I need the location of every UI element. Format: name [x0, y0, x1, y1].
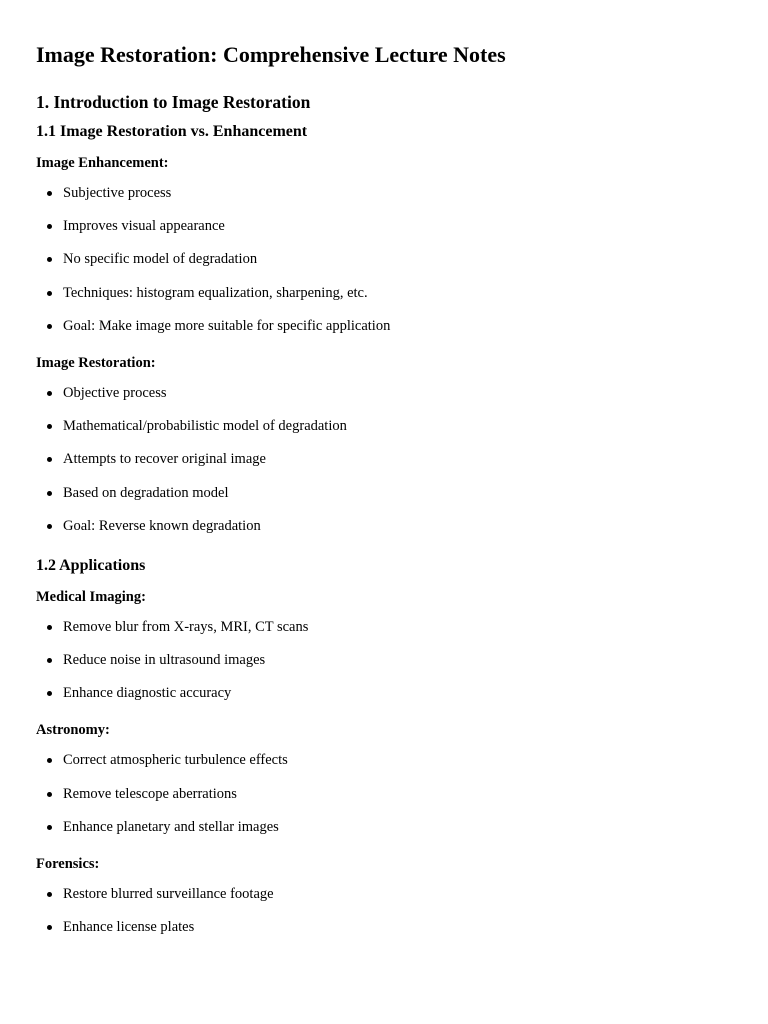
list-image-restoration	[36, 382, 732, 548]
list-medical-imaging	[36, 616, 732, 716]
list-item: Correct atmospheric turbulence effects	[36, 749, 732, 782]
list-astronomy	[36, 749, 732, 849]
page-title: Image Restoration: Comprehensive Lecture Notes	[36, 42, 506, 67]
label-astronomy: Astronomy:	[36, 722, 110, 739]
list-item: No specific model of degradation	[36, 248, 732, 281]
list-forensics	[36, 883, 732, 949]
list-item: Restore blurred surveillance footage	[36, 883, 732, 916]
list-item: Goal: Reverse known degradation	[36, 515, 732, 548]
list-item: Reduce noise in ultrasound images	[36, 649, 732, 682]
list-item: Goal: Make image more suitable for specific application	[36, 315, 732, 348]
list-item: Enhance planetary and stellar images	[36, 816, 732, 849]
list-item: Techniques: histogram equalization, sharpening, etc.	[36, 282, 732, 315]
label-medical-imaging: Medical Imaging:	[36, 588, 146, 605]
list-item: Improves visual appearance	[36, 215, 732, 248]
label-forensics: Forensics:	[36, 856, 100, 872]
list-item: Remove blur from X-rays, MRI, CT scans	[36, 616, 732, 649]
list-item: Mathematical/probabilistic model of degradation	[36, 415, 732, 448]
list-item: Attempts to recover original image	[36, 448, 732, 481]
subsection-heading-applications: 1.2 Applications	[36, 556, 146, 574]
list-item: Remove telescope aberrations	[36, 783, 732, 816]
section-heading-introduction: 1. Introduction to Image Restoration	[36, 92, 311, 112]
list-item: Enhance diagnostic accuracy	[36, 682, 732, 715]
label-image-enhancement: Image Enhancement:	[36, 155, 169, 171]
list-item: Based on degradation model	[36, 482, 732, 515]
label-image-restoration: Image Restoration:	[36, 354, 156, 371]
subsection-heading-restoration-vs-enhancement: 1.1 Image Restoration vs. Enhancement	[36, 123, 308, 140]
list-item: Subjective process	[36, 182, 732, 215]
list-item: Objective process	[36, 382, 732, 415]
list-image-enhancement	[36, 182, 732, 348]
list-item: Enhance license plates	[36, 916, 732, 949]
